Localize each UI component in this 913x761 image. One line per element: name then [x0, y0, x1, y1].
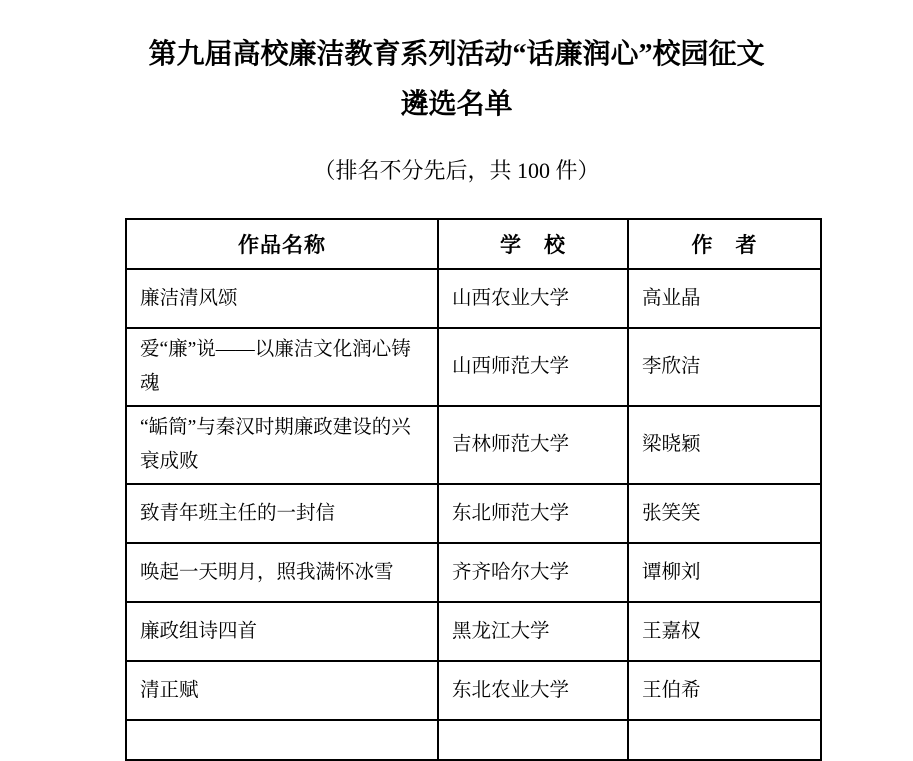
work-cell: 唤起一天明月，照我满怀冰雪	[126, 543, 438, 602]
school-cell: 山西师范大学	[438, 328, 628, 406]
table-row-partial	[126, 720, 821, 760]
table-row	[126, 406, 821, 484]
empty-cell	[126, 720, 438, 760]
school-cell: 东北农业大学	[438, 661, 628, 720]
work-cell: 致青年班主任的一封信	[126, 484, 438, 543]
school-cell: 吉林师范大学	[438, 406, 628, 484]
header-school: 学 校	[438, 219, 628, 269]
page-title-line1: 第九届高校廉洁教育系列活动“话廉润心”校园征文	[148, 39, 765, 70]
header-author: 作 者	[628, 219, 821, 269]
school-cell: 黑龙江大学	[438, 602, 628, 661]
table-row	[126, 661, 821, 720]
table-row	[126, 328, 821, 406]
page-title-line2: 遴选名单	[400, 89, 513, 120]
selection-table	[125, 218, 822, 761]
header-work-title: 作品名称	[126, 219, 438, 269]
empty-cell	[628, 720, 821, 760]
work-cell: 清正赋	[126, 661, 438, 720]
author-cell: 李欣洁	[628, 328, 821, 406]
author-cell: 高业晶	[628, 269, 821, 328]
author-cell: 王伯希	[628, 661, 821, 720]
work-cell: 廉政组诗四首	[126, 602, 438, 661]
table-row	[126, 269, 821, 328]
work-cell: 爱“廉”说——以廉洁文化润心铸魂	[126, 328, 438, 406]
page-title	[77, 30, 837, 130]
page-subtitle: （排名不分先后，共 100 件）	[313, 158, 600, 183]
school-cell: 齐齐哈尔大学	[438, 543, 628, 602]
author-cell: 梁晓颖	[628, 406, 821, 484]
author-cell: 王嘉权	[628, 602, 821, 661]
table-row	[126, 602, 821, 661]
document-page	[0, 30, 913, 712]
table-row	[126, 484, 821, 543]
table-row	[126, 543, 821, 602]
table-body	[126, 269, 821, 760]
author-cell: 谭柳刘	[628, 543, 821, 602]
author-cell: 张笑笑	[628, 484, 821, 543]
work-cell: 廉洁清风颂	[126, 269, 438, 328]
school-cell: 山西农业大学	[438, 269, 628, 328]
school-cell: 东北师范大学	[438, 484, 628, 543]
work-cell: “缿筒”与秦汉时期廉政建设的兴衰成败	[126, 406, 438, 484]
table-header-row	[126, 219, 821, 269]
table-header	[126, 219, 821, 269]
empty-cell	[438, 720, 628, 760]
